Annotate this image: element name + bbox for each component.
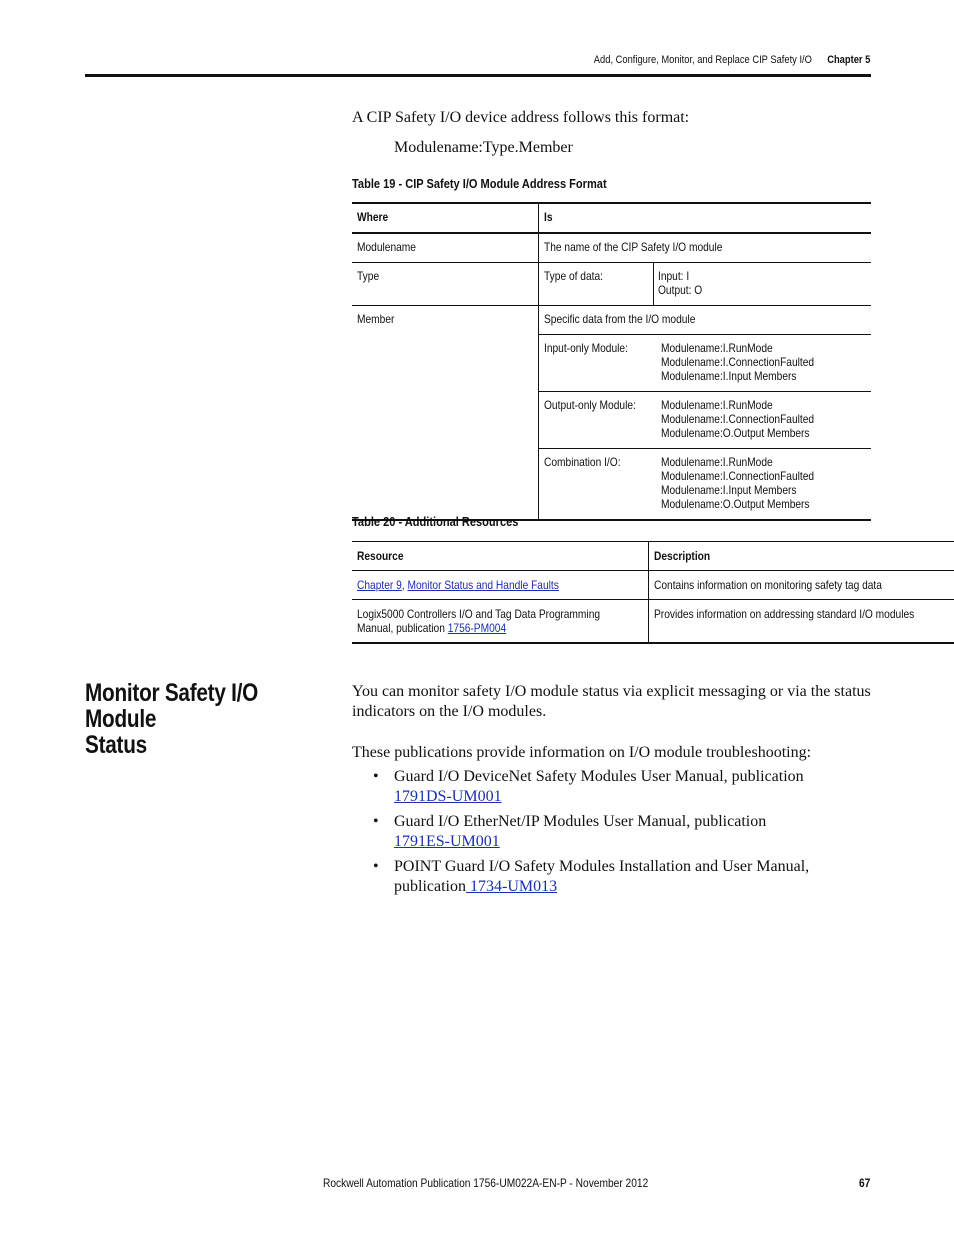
chapter9-link[interactable]: Chapter 9 <box>357 578 402 592</box>
running-header <box>593 54 870 66</box>
page-number: 67 <box>858 1176 870 1190</box>
type-label: Type of data: <box>544 269 603 283</box>
list-item <box>370 767 840 807</box>
member-value: Modulename:I.RunMode <box>661 398 773 412</box>
member-value: Modulename:O.Output Members <box>661 497 810 511</box>
resource-cell <box>357 578 559 592</box>
section-paragraph-2: These publications provide information on I/O module troubleshooting: <box>352 744 812 761</box>
member-value: Modulename:I.ConnectionFaulted <box>661 355 815 369</box>
table-row <box>352 600 954 644</box>
1791ds-link[interactable]: 1791DS-UM001 <box>394 788 502 805</box>
intro-sentence: A CIP Safety I/O device address follows this format: <box>352 109 690 126</box>
input-only-label: Input-only Module: <box>544 341 628 355</box>
publication-list <box>370 767 840 902</box>
bullet-text: Guard I/O EtherNet/IP Modules User Manual, publication <box>394 813 767 830</box>
col-resource-header: Resource <box>357 549 404 563</box>
table-row <box>352 263 871 306</box>
section-heading <box>85 680 334 758</box>
combination-label: Combination I/O: <box>544 455 621 469</box>
table-row <box>352 306 871 521</box>
member-value: Modulename:I.ConnectionFaulted <box>661 469 815 483</box>
member-value: Modulename:I.Input Members <box>661 369 797 383</box>
address-format-table <box>352 202 871 521</box>
list-item <box>370 812 840 852</box>
resource-text: Manual, publication <box>357 621 448 635</box>
separator: , <box>401 578 408 592</box>
heading-line: Monitor Safety I/O Module <box>85 679 259 733</box>
member-value: Modulename:I.RunMode <box>661 455 773 469</box>
1791es-link[interactable]: 1791ES-UM001 <box>394 833 500 850</box>
pm004-link[interactable]: 1756-PM004 <box>447 621 507 635</box>
member-value: Modulename:O.Output Members <box>661 426 810 440</box>
1734-link[interactable]: 1734-UM013 <box>465 878 558 895</box>
table-header-row <box>352 542 954 571</box>
table-row <box>352 571 954 600</box>
type-output: Output: O <box>658 283 703 297</box>
resource-cell <box>357 607 600 635</box>
table19-caption: Table 19 - CIP Safety I/O Module Address Format <box>352 176 607 191</box>
table-header-row <box>352 203 871 233</box>
col-is-header: Is <box>544 210 553 224</box>
table-row <box>352 233 871 263</box>
footer-publication: Rockwell Automation Publication 1756-UM022A-EN-P - November 2012 <box>323 1176 649 1190</box>
is-modulename: The name of the CIP Safety I/O module <box>544 240 723 254</box>
section-paragraph-1: You can monitor safety I/O module status via explicit messaging or via the status indicators on the I/O modules. <box>352 683 871 720</box>
list-item <box>370 857 844 897</box>
where-member: Member <box>357 312 395 326</box>
monitor-status-link[interactable]: Monitor Status and Handle Faults <box>407 578 559 592</box>
member-desc: Specific data from the I/O module <box>544 312 696 326</box>
bullet-text: POINT Guard I/O Safety Modules Installation and User Manual, publication <box>394 858 810 895</box>
table20-caption: Table 20 - Additional Resources <box>352 514 519 529</box>
where-modulename: Modulename <box>357 240 416 254</box>
resource-text: Logix5000 Controllers I/O and Tag Data Programming <box>357 607 601 621</box>
member-value: Modulename:I.RunMode <box>661 341 773 355</box>
address-format: Modulename:Type.Member <box>394 139 573 156</box>
where-type: Type <box>357 269 380 283</box>
member-value: Modulename:I.Input Members <box>661 483 797 497</box>
additional-resources-table <box>352 541 954 644</box>
bullet-text: Guard I/O DeviceNet Safety Modules User Manual, publication <box>394 768 804 785</box>
resource-description: Contains information on monitoring safety tag data <box>653 578 882 592</box>
heading-line: Status <box>85 731 147 759</box>
col-description-header: Description <box>653 549 711 563</box>
running-title: Add, Configure, Monitor, and Replace CIP Safety I/O <box>593 54 812 66</box>
member-value: Modulename:I.ConnectionFaulted <box>661 412 815 426</box>
col-where-header: Where <box>357 210 389 224</box>
type-input: Input: I <box>658 269 690 283</box>
header-rule <box>85 74 871 77</box>
chapter-label: Chapter 5 <box>826 54 870 66</box>
output-only-label: Output-only Module: <box>544 398 636 412</box>
resource-description: Provides information on addressing standard I/O modules <box>653 607 915 621</box>
